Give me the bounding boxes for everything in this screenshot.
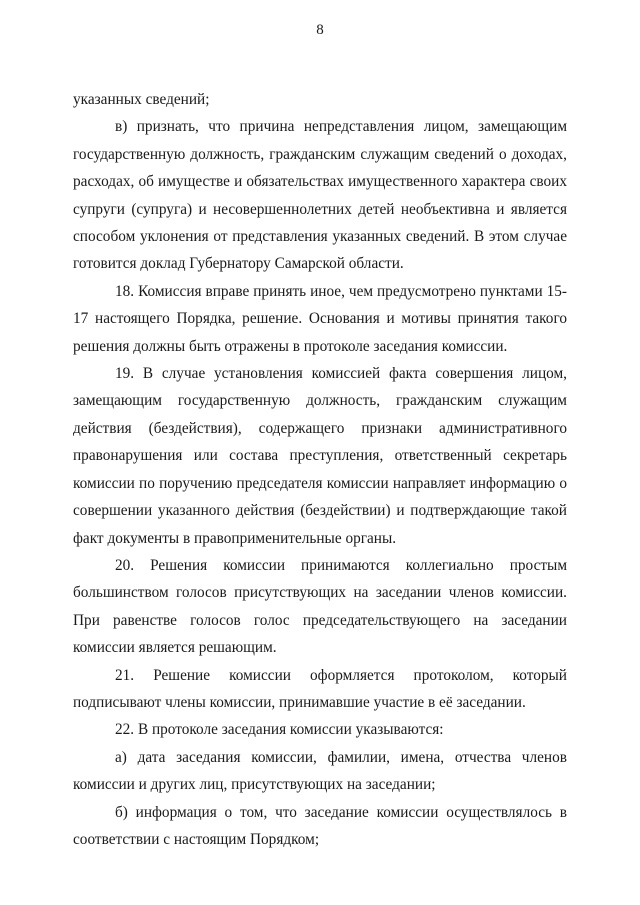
paragraph-18: 18. Комиссия вправе принять иное, чем предусмотрено пунктами 15-17 настоящего Порядка, решение. Основания и мотивы принятия такого решения должны быть отражены в протоколе заседания комиссии. — [73, 282, 567, 355]
paragraph-22-item-b: б) информация о том, что заседание комиссии осуществлялось в соответствии с настоящим Порядком; — [73, 803, 567, 848]
document-body — [73, 86, 567, 853]
page-number: 8 — [316, 22, 324, 38]
paragraph-20: 20. Решения комиссии принимаются коллегиально простым большинством голосов присутствующих на заседании членов комиссии. При равенстве голосов голос председательствующего на заседании комиссии является решающим. — [73, 556, 567, 657]
paragraph-19: 19. В случае установления комиссией факта совершения лицом, замещающим государственную должность, гражданским служащим действия (бездействия), содержащего признаки административного правонарушения или состава преступления, ответственный секретарь комиссии по поручению председателя комиссии направляет информацию о совершении указанного действия (бездействии) и подтверждающие такой факт документы в правоприменительные органы. — [73, 365, 567, 547]
paragraph-intro-fragment: указанных сведений; — [73, 91, 210, 108]
paragraph-21: 21. Решение комиссии оформляется протоколом, который подписывают члены комиссии, принимавшие участие в её заседании. — [73, 666, 567, 711]
paragraph-22: 22. В протоколе заседания комиссии указываются: — [115, 721, 444, 739]
paragraph-item-v: в) признать, что причина непредставления лицом, замещающим государственную должность, гражданским служащим сведений о доходах, расходах, об имуществе и обязательствах имущественного характера своих супруги (супруга) и несовершеннолетних детей необъективна и является способом уклонения от представления указанных сведений. В этом случае готовится доклад Губернатору Самарской области. — [73, 118, 567, 273]
paragraph-22-item-a: а) дата заседания комиссии, фамилии, имена, отчества членов комиссии и других лиц, присутствующих на заседании; — [73, 748, 567, 794]
